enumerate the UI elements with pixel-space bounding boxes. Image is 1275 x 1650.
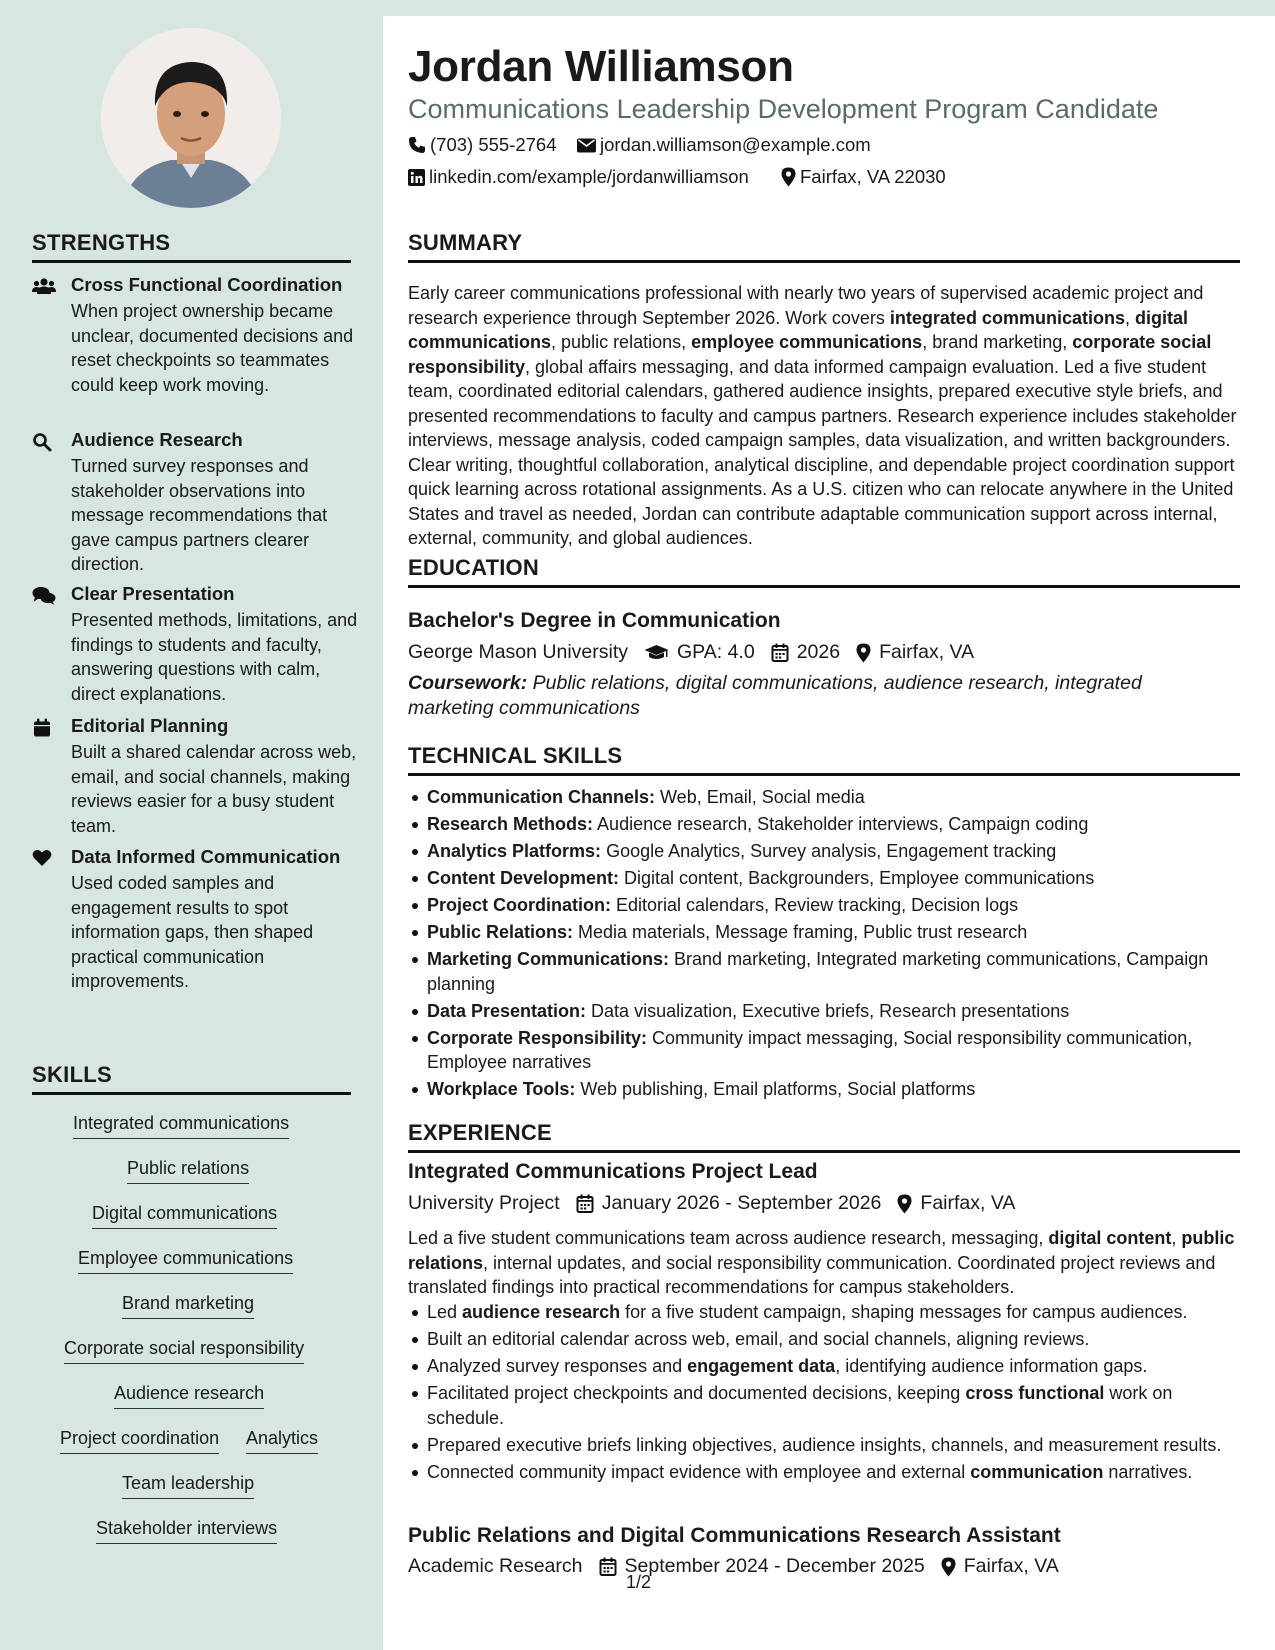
strength-title: Clear Presentation xyxy=(71,583,235,604)
skill-tag: Audience research xyxy=(114,1383,264,1409)
skill-tag: Team leadership xyxy=(122,1473,254,1499)
emphasized-text: cross functional xyxy=(965,1383,1105,1403)
skill-tag: Stakeholder interviews xyxy=(96,1518,277,1544)
emphasized-text: digital content xyxy=(1048,1228,1172,1248)
summary-heading: SUMMARY xyxy=(408,230,1240,263)
graduation-cap-icon xyxy=(644,644,669,661)
school-name: George Mason University xyxy=(408,641,629,663)
strengths-heading: STRENGTHS xyxy=(32,230,351,263)
calendar-icon xyxy=(771,643,789,662)
text-run: Connected community impact evidence with employee and external xyxy=(427,1461,971,1482)
degree-title: Bachelor's Degree in Communication xyxy=(408,609,781,632)
email-contact[interactable] xyxy=(577,134,871,156)
emphasized-text: corporate social responsibility xyxy=(408,332,1212,377)
coursework-label: Coursework: xyxy=(408,672,528,694)
text-run: , xyxy=(1171,1228,1182,1248)
technical-skill-item: Marketing Communications: Brand marketing, Integrated marketing communications, Campaign planning xyxy=(408,947,1248,996)
users-icon xyxy=(32,277,58,297)
text-run: , brand marketing, xyxy=(922,332,1073,352)
technical-skills-list xyxy=(408,785,1248,1104)
job-title: Public Relations and Digital Communications Research Assistant xyxy=(408,1524,1061,1547)
location-contact xyxy=(781,166,946,188)
calendar-icon xyxy=(576,1194,594,1213)
skill-tag: Integrated communications xyxy=(73,1113,289,1139)
map-marker-icon xyxy=(941,1557,956,1577)
text-run: , internal updates, and social responsibility communication. Coordinated project reviews and translated findings into practical recommendations for campus stakeholders. xyxy=(408,1252,1216,1297)
job-bullet-item xyxy=(408,1460,1248,1485)
emphasized-text: employee communications xyxy=(691,332,923,352)
job-meta xyxy=(408,1192,1015,1215)
job-bullet-item xyxy=(408,1433,1248,1458)
heart-icon xyxy=(32,849,58,869)
strength-description: Used coded samples and engagement results to spot information gaps, then shaped practical communication improvements. xyxy=(71,873,314,991)
location-text: Fairfax, VA 22030 xyxy=(800,166,946,187)
map-marker-icon xyxy=(781,167,796,187)
calendar-icon xyxy=(599,1557,617,1576)
text-run: Early career communications professional with nearly two years of supervised academic project and research experience through September 2026. Work covers xyxy=(408,283,1204,328)
job-bullet-item xyxy=(408,1300,1248,1325)
search-icon xyxy=(32,432,58,452)
gpa-text: GPA: 4.0 xyxy=(677,641,755,663)
avatar-portrait xyxy=(101,28,281,208)
strength-description: When project ownership became unclear, documented decisions and reset checkpoints so teammates could keep work moving. xyxy=(71,301,354,395)
text-run: work on schedule. xyxy=(427,1383,1173,1428)
technical-skill-item: Communication Channels: Web, Email, Social media xyxy=(408,785,1248,810)
map-marker-icon xyxy=(897,1194,912,1214)
skill-tag: Digital communications xyxy=(92,1203,277,1229)
text-run: Facilitated project checkpoints and documented decisions, keeping xyxy=(427,1383,966,1403)
technical-skill-item: Data Presentation: Data visualization, Executive briefs, Research presentations xyxy=(408,999,1248,1024)
linkedin-icon xyxy=(408,169,425,186)
technical-skill-item: Workplace Tools: Web publishing, Email platforms, Social platforms xyxy=(408,1077,1248,1102)
page-number: 1/2 xyxy=(626,1572,652,1592)
sidebar xyxy=(0,0,383,1650)
job-bullet-item xyxy=(408,1354,1248,1379)
technical-skill-item: Content Development: Digital content, Backgrounders, Employee communications xyxy=(408,866,1248,891)
text-run: Analyzed survey responses and xyxy=(427,1356,688,1376)
skill-tag: Analytics xyxy=(246,1428,318,1454)
candidate-subtitle: Communications Leadership Development Program Candidate xyxy=(408,94,1159,124)
graduation-year: 2026 xyxy=(796,641,841,663)
text-run: , xyxy=(1124,307,1135,328)
phone-icon xyxy=(408,136,426,154)
text-run: Built an editorial calendar across web, email, and social channels, aligning reviews. xyxy=(427,1329,1090,1349)
job-location: Fairfax, VA xyxy=(963,1555,1059,1577)
emphasized-text: audience research xyxy=(462,1302,621,1322)
skill-tag: Corporate social responsibility xyxy=(64,1338,304,1364)
job-organization: University Project xyxy=(408,1192,560,1214)
skills-heading: SKILLS xyxy=(32,1062,351,1095)
text-run: Led a five student communications team across audience research, messaging, xyxy=(408,1228,1049,1248)
education-location: Fairfax, VA xyxy=(879,641,975,663)
job-description xyxy=(408,1226,1243,1300)
job-bullet-item xyxy=(408,1381,1248,1430)
linkedin-text[interactable]: linkedin.com/example/jordanwilliamson xyxy=(429,166,749,187)
job-bullets xyxy=(408,1300,1248,1487)
job-dates: September 2024 - December 2025 xyxy=(624,1555,925,1577)
emphasized-text: communication xyxy=(970,1461,1104,1482)
skill-tag: Project coordination xyxy=(60,1428,219,1454)
emphasized-text: engagement data xyxy=(687,1356,836,1376)
strength-title: Data Informed Communication xyxy=(71,846,341,867)
job-meta xyxy=(408,1555,1059,1578)
linkedin-contact[interactable] xyxy=(408,166,749,188)
job-location: Fairfax, VA xyxy=(920,1192,1016,1214)
text-run: Led xyxy=(427,1302,463,1322)
job-organization: Academic Research xyxy=(408,1555,583,1577)
experience-heading: EXPERIENCE xyxy=(408,1120,1240,1153)
strength-title: Editorial Planning xyxy=(71,715,229,736)
job-dates: January 2026 - September 2026 xyxy=(601,1192,882,1214)
profile-photo xyxy=(101,28,281,208)
strength-title: Audience Research xyxy=(71,429,243,450)
email-text[interactable]: jordan.williamson@example.com xyxy=(600,134,871,155)
emphasized-text: integrated communications xyxy=(889,307,1125,328)
skill-tag: Brand marketing xyxy=(122,1293,254,1319)
strength-description: Presented methods, limitations, and findings to students and faculty, answering questions with calm, direct explanations. xyxy=(71,610,358,704)
job-bullet-item xyxy=(408,1327,1248,1352)
phone-text: (703) 555-2764 xyxy=(430,134,557,155)
technical-skill-item: Analytics Platforms: Google Analytics, Survey analysis, Engagement tracking xyxy=(408,839,1248,864)
comments-icon xyxy=(32,586,58,606)
strength-description: Turned survey responses and stakeholder observations into message recommendations that gave campus partners clearer direction. xyxy=(71,456,328,574)
candidate-name: Jordan Williamson xyxy=(408,42,794,91)
text-run: , identifying audience information gaps. xyxy=(835,1356,1148,1376)
strength-title: Cross Functional Coordination xyxy=(71,274,343,295)
technical-skills-heading: TECHNICAL SKILLS xyxy=(408,743,1240,776)
calendar-icon xyxy=(32,718,58,738)
skill-tag: Public relations xyxy=(127,1158,249,1184)
technical-skill-item: Research Methods: Audience research, Stakeholder interviews, Campaign coding xyxy=(408,812,1248,837)
technical-skill-item: Corporate Responsibility: Community impact messaging, Social responsibility communication, Employee narratives xyxy=(408,1026,1248,1075)
text-run: Prepared executive briefs linking objectives, audience insights, channels, and measurement results. xyxy=(427,1434,1222,1455)
coursework xyxy=(408,671,1208,720)
technical-skill-item: Project Coordination: Editorial calendars, Review tracking, Decision logs xyxy=(408,893,1248,918)
text-run: , public relations, xyxy=(551,332,692,352)
skill-tag: Employee communications xyxy=(78,1248,293,1274)
phone-contact xyxy=(408,134,557,156)
emphasized-text: digital communications xyxy=(408,307,1188,352)
emphasized-text: public relations xyxy=(408,1228,1235,1273)
job-title: Integrated Communications Project Lead xyxy=(408,1160,818,1183)
coursework-list: Public relations, digital communications, audience research, integrated marketing communications xyxy=(408,672,1142,719)
technical-skill-item: Public Relations: Media materials, Message framing, Public trust research xyxy=(408,920,1248,945)
text-run: for a five student campaign, shaping messages for campus audiences. xyxy=(620,1302,1188,1322)
summary-text xyxy=(408,281,1243,551)
text-run: narratives. xyxy=(1103,1461,1193,1482)
strength-description: Built a shared calendar across web, email, and social channels, making reviews easier for a busy student team. xyxy=(71,742,357,836)
map-marker-icon xyxy=(856,643,871,663)
text-run: , global affairs messaging, and data informed campaign evaluation. Led a five student team, coordinated editorial calendars, gathered audience insights, prepared executive style briefs, and presented recommendations to faculty and campus partners. Research experience includes stakeholder interviews, message analysis, coded campaign samples, data visualization, and written backgrounders. Clear writing, thoughtful collaboration, analytical discipline, and dependable project coordination support quick learning across rotational assignments. As a U.S. citizen who can relocate anywhere in the United States and travel as needed, Jordan can contribute adaptable communication support across internal, external, community, and global audiences. xyxy=(408,356,1237,548)
education-meta xyxy=(408,641,974,664)
education-heading: EDUCATION xyxy=(408,555,1240,588)
envelope-icon xyxy=(577,138,596,153)
